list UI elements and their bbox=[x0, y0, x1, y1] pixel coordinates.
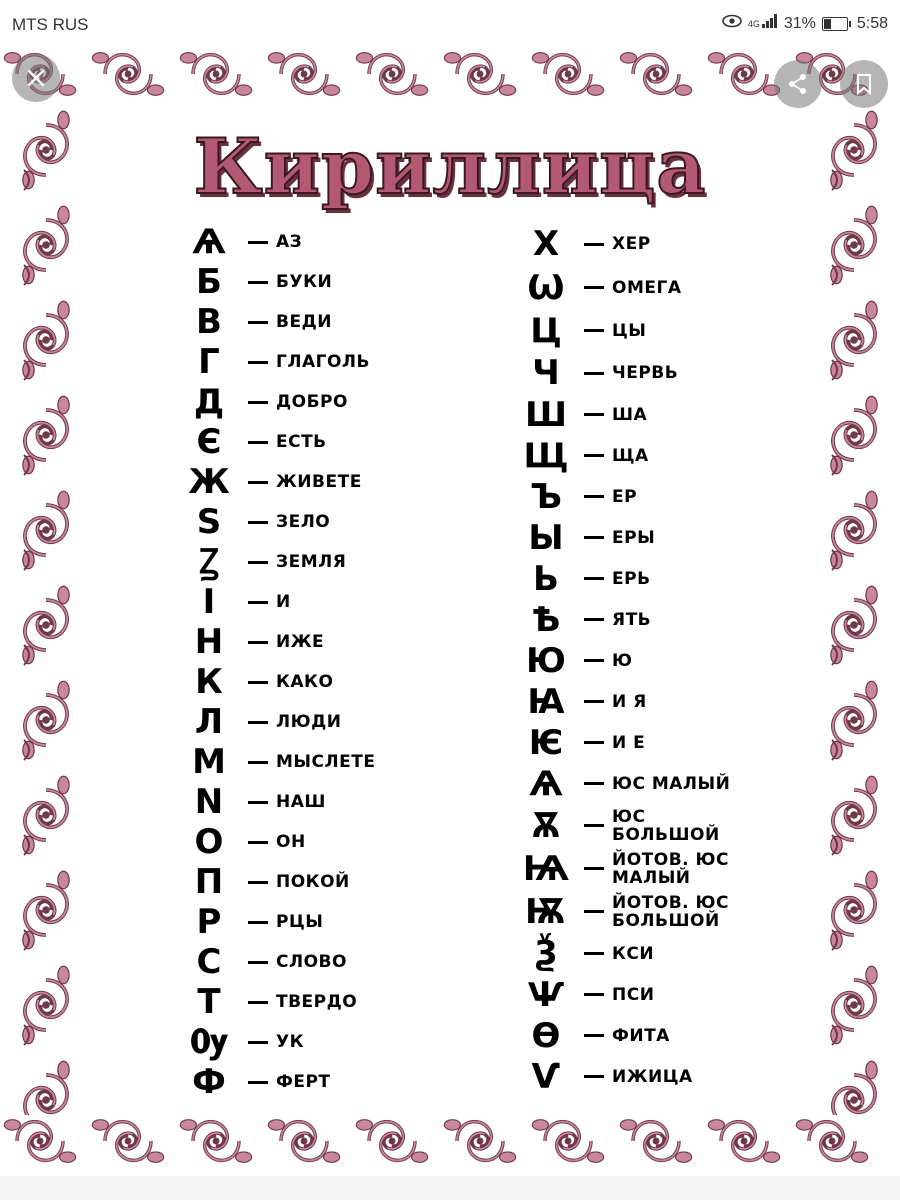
dash bbox=[248, 921, 268, 924]
bookmark-icon bbox=[853, 73, 875, 95]
dash bbox=[584, 1034, 604, 1037]
network-type: 4G bbox=[747, 18, 760, 29]
letter-glyph: Ш bbox=[524, 394, 567, 435]
letter-glyph: Ѣ bbox=[531, 599, 561, 640]
letter-glyph: Ꙗ bbox=[527, 681, 565, 722]
left-letter-column bbox=[180, 222, 375, 1102]
letter-name: ИЖЕ bbox=[276, 632, 325, 652]
dash bbox=[248, 601, 268, 604]
letter-glyph: Р bbox=[196, 902, 222, 942]
dash bbox=[248, 1001, 268, 1004]
dash bbox=[584, 910, 604, 913]
letter-glyph: Ж bbox=[188, 462, 230, 502]
letter-name: ЮС МАЛЫЙ bbox=[612, 773, 731, 794]
right-letter-column bbox=[518, 222, 730, 1097]
letter-glyph: Ѹ bbox=[189, 1022, 229, 1062]
dash bbox=[248, 841, 268, 844]
letter-row bbox=[518, 763, 730, 804]
letter-row bbox=[518, 309, 730, 352]
letter-glyph: Л bbox=[194, 702, 224, 742]
letter-row bbox=[180, 622, 375, 662]
letter-name: ДОБРО bbox=[276, 392, 348, 412]
letter-glyph: Ѱ bbox=[527, 974, 565, 1015]
letter-glyph: Ѫ bbox=[531, 805, 561, 846]
dash bbox=[248, 1081, 268, 1084]
letter-glyph: Г bbox=[198, 342, 220, 382]
letter-name: НАШ bbox=[276, 792, 326, 812]
letter-row bbox=[518, 394, 730, 435]
ornament-left bbox=[0, 100, 92, 1115]
letter-name: ИЖИЦА bbox=[612, 1066, 693, 1087]
eye-icon bbox=[722, 14, 742, 33]
dash bbox=[584, 700, 604, 703]
bookmark-button[interactable] bbox=[840, 60, 888, 108]
letter-glyph: Ꙁ bbox=[199, 542, 219, 582]
letter-glyph: Ф bbox=[192, 1062, 226, 1102]
letter-row bbox=[180, 1022, 375, 1062]
close-button[interactable] bbox=[12, 54, 60, 102]
letter-row bbox=[518, 1056, 730, 1097]
letter-name: ЯТЬ bbox=[612, 609, 652, 630]
dash bbox=[248, 321, 268, 324]
letter-glyph: Х bbox=[532, 224, 560, 264]
letter-row bbox=[180, 662, 375, 702]
letter-glyph: Ѵ bbox=[531, 1056, 561, 1097]
letter-row bbox=[180, 502, 375, 542]
letter-glyph: М bbox=[192, 742, 226, 782]
dash bbox=[584, 372, 604, 375]
letter-name: ВЕДИ bbox=[276, 312, 332, 332]
letter-glyph: Ѕ bbox=[196, 502, 222, 542]
letter-name: СЛОВО bbox=[276, 952, 347, 972]
letter-name: ЛЮДИ bbox=[276, 712, 342, 732]
letter-row bbox=[180, 902, 375, 942]
bottom-bar bbox=[0, 1176, 900, 1200]
dash bbox=[584, 741, 604, 744]
dash bbox=[584, 782, 604, 785]
letter-name: ФЕРТ bbox=[276, 1072, 331, 1092]
letter-glyph: Н bbox=[194, 622, 224, 662]
letter-name: ЙОТОВ. ЮС БОЛЬШОЙ bbox=[612, 892, 729, 931]
letter-glyph: Ъ bbox=[530, 476, 562, 517]
letter-glyph: Ѧ bbox=[192, 222, 226, 262]
letter-name: ЖИВЕТЕ bbox=[276, 472, 362, 492]
letter-glyph: Ѭ bbox=[524, 891, 568, 932]
dash bbox=[248, 641, 268, 644]
letter-glyph: Б bbox=[196, 262, 222, 302]
letter-row bbox=[180, 542, 375, 582]
ornament-right bbox=[808, 100, 900, 1115]
dash bbox=[248, 721, 268, 724]
letter-glyph: N bbox=[194, 782, 224, 822]
letter-glyph: Д bbox=[193, 382, 225, 422]
ornament-bottom bbox=[0, 1107, 900, 1175]
letter-glyph: Ѩ bbox=[522, 848, 570, 889]
letter-row bbox=[518, 517, 730, 558]
letter-name: КАКО bbox=[276, 672, 334, 692]
letter-glyph: Щ bbox=[523, 435, 569, 476]
letter-name: МЫСЛЕТЕ bbox=[276, 752, 376, 772]
dash bbox=[248, 401, 268, 404]
dash bbox=[584, 824, 604, 827]
letter-glyph: В bbox=[196, 302, 222, 342]
dash bbox=[584, 993, 604, 996]
letter-glyph: Ч bbox=[532, 353, 560, 393]
letter-name: ГЛАГОЛЬ bbox=[276, 352, 370, 372]
letter-name: ЗЕЛО bbox=[276, 512, 331, 532]
letter-row bbox=[180, 222, 375, 262]
dash bbox=[584, 454, 604, 457]
battery-percent: 31% bbox=[783, 14, 816, 32]
letter-name: Ю bbox=[612, 650, 633, 671]
letter-name: ЕРЫ bbox=[612, 527, 656, 548]
letter-name: ЩА bbox=[612, 445, 649, 466]
letter-row bbox=[518, 681, 730, 722]
letter-name: ША bbox=[612, 404, 648, 425]
dash bbox=[584, 659, 604, 662]
dash bbox=[584, 618, 604, 621]
dash bbox=[248, 881, 268, 884]
letter-glyph: П bbox=[194, 862, 224, 902]
dash bbox=[248, 1041, 268, 1044]
letter-name: ЕСТЬ bbox=[276, 432, 327, 452]
letter-row bbox=[518, 722, 730, 763]
dash bbox=[248, 441, 268, 444]
letter-row bbox=[518, 933, 730, 974]
letter-name: ЕРЬ bbox=[612, 568, 651, 589]
letter-row bbox=[180, 702, 375, 742]
letter-row bbox=[180, 982, 375, 1022]
letter-row bbox=[518, 599, 730, 640]
battery-icon bbox=[822, 17, 848, 31]
letter-row bbox=[518, 558, 730, 599]
letter-glyph: Ѳ bbox=[531, 1015, 561, 1056]
letter-row bbox=[518, 847, 730, 890]
letter-name: ПСИ bbox=[612, 984, 655, 1005]
dash bbox=[584, 867, 604, 870]
letter-row bbox=[518, 890, 730, 933]
letter-name: ОН bbox=[276, 832, 306, 852]
letter-glyph: Ѧ bbox=[529, 763, 563, 804]
letter-row bbox=[518, 222, 730, 266]
dash bbox=[584, 329, 604, 332]
letter-row bbox=[518, 352, 730, 394]
letter-row bbox=[518, 435, 730, 476]
letter-glyph: Ѡ bbox=[527, 267, 565, 308]
system-indicators bbox=[722, 14, 888, 33]
letter-glyph: Ь bbox=[533, 558, 559, 599]
letter-name: И bbox=[276, 592, 291, 612]
image-title: Кириллица bbox=[193, 122, 707, 211]
dash bbox=[584, 952, 604, 955]
letter-row bbox=[180, 462, 375, 502]
letter-row bbox=[180, 382, 375, 422]
letter-name: ХЕР bbox=[612, 234, 651, 254]
letter-row bbox=[180, 302, 375, 342]
letter-name: ТВЕРДО bbox=[276, 992, 358, 1012]
dash bbox=[584, 536, 604, 539]
letter-glyph: С bbox=[196, 942, 222, 982]
dash bbox=[584, 577, 604, 580]
letter-row bbox=[180, 582, 375, 622]
letter-name: ПОКОЙ bbox=[276, 872, 350, 892]
letter-name: УК bbox=[276, 1032, 305, 1052]
letter-row bbox=[180, 822, 375, 862]
letter-name: И Я bbox=[612, 691, 647, 712]
letter-name: АЗ bbox=[276, 232, 303, 252]
letter-row bbox=[518, 640, 730, 681]
letter-row bbox=[180, 862, 375, 902]
letter-row bbox=[518, 974, 730, 1015]
letter-glyph: Ѯ bbox=[534, 933, 558, 974]
letter-name: ЧЕРВЬ bbox=[612, 363, 679, 383]
letter-name: РЦЫ bbox=[276, 912, 324, 932]
letter-glyph: О bbox=[194, 822, 224, 862]
carrier-name: MTS RUS bbox=[12, 15, 89, 34]
letter-glyph: К bbox=[195, 662, 223, 702]
dash bbox=[248, 761, 268, 764]
letter-name: ЦЫ bbox=[612, 320, 647, 341]
dash bbox=[248, 241, 268, 244]
letter-row bbox=[180, 742, 375, 782]
signal-icon bbox=[762, 14, 778, 33]
letter-name: И Е bbox=[612, 732, 646, 753]
letter-row bbox=[180, 1062, 375, 1102]
dash bbox=[248, 521, 268, 524]
letter-glyph: Ц bbox=[530, 310, 562, 351]
letter-row bbox=[180, 422, 375, 462]
letter-name: КСИ bbox=[612, 943, 655, 964]
share-icon bbox=[787, 73, 809, 95]
dash bbox=[248, 801, 268, 804]
letter-glyph: Ы bbox=[528, 517, 564, 558]
letter-row bbox=[518, 266, 730, 309]
letter-name: ЕР bbox=[612, 486, 638, 507]
letter-name: БУКИ bbox=[276, 272, 333, 292]
letter-glyph: Т bbox=[197, 982, 221, 1022]
letter-name: ЮС БОЛЬШОЙ bbox=[612, 806, 720, 845]
letter-name: ЗЕМЛЯ bbox=[276, 552, 347, 572]
ornament-top bbox=[0, 40, 900, 108]
share-button[interactable] bbox=[774, 60, 822, 108]
letter-row bbox=[518, 476, 730, 517]
dash bbox=[248, 281, 268, 284]
dash bbox=[584, 1075, 604, 1078]
dash bbox=[248, 961, 268, 964]
close-icon bbox=[25, 67, 47, 89]
letter-row bbox=[518, 1015, 730, 1056]
letter-name: ОМЕГА bbox=[612, 277, 682, 298]
letter-row bbox=[180, 942, 375, 982]
letter-glyph: Є bbox=[196, 422, 222, 462]
letter-name: ЙОТОВ. ЮС МАЛЫЙ bbox=[612, 849, 729, 888]
letter-row bbox=[180, 342, 375, 382]
letter-row bbox=[518, 804, 730, 847]
letter-glyph: І bbox=[202, 582, 216, 622]
letter-row bbox=[180, 262, 375, 302]
dash bbox=[248, 481, 268, 484]
letter-row bbox=[180, 782, 375, 822]
dash bbox=[584, 413, 604, 416]
letter-glyph: Ѥ bbox=[528, 722, 564, 763]
dash bbox=[248, 561, 268, 564]
dash bbox=[584, 286, 604, 289]
dash bbox=[584, 243, 604, 246]
clock: 5:58 bbox=[856, 14, 888, 32]
letter-name: ФИТА bbox=[612, 1025, 670, 1046]
dash bbox=[248, 681, 268, 684]
dash bbox=[248, 361, 268, 364]
dash bbox=[584, 495, 604, 498]
letter-glyph: Ю bbox=[526, 640, 566, 681]
